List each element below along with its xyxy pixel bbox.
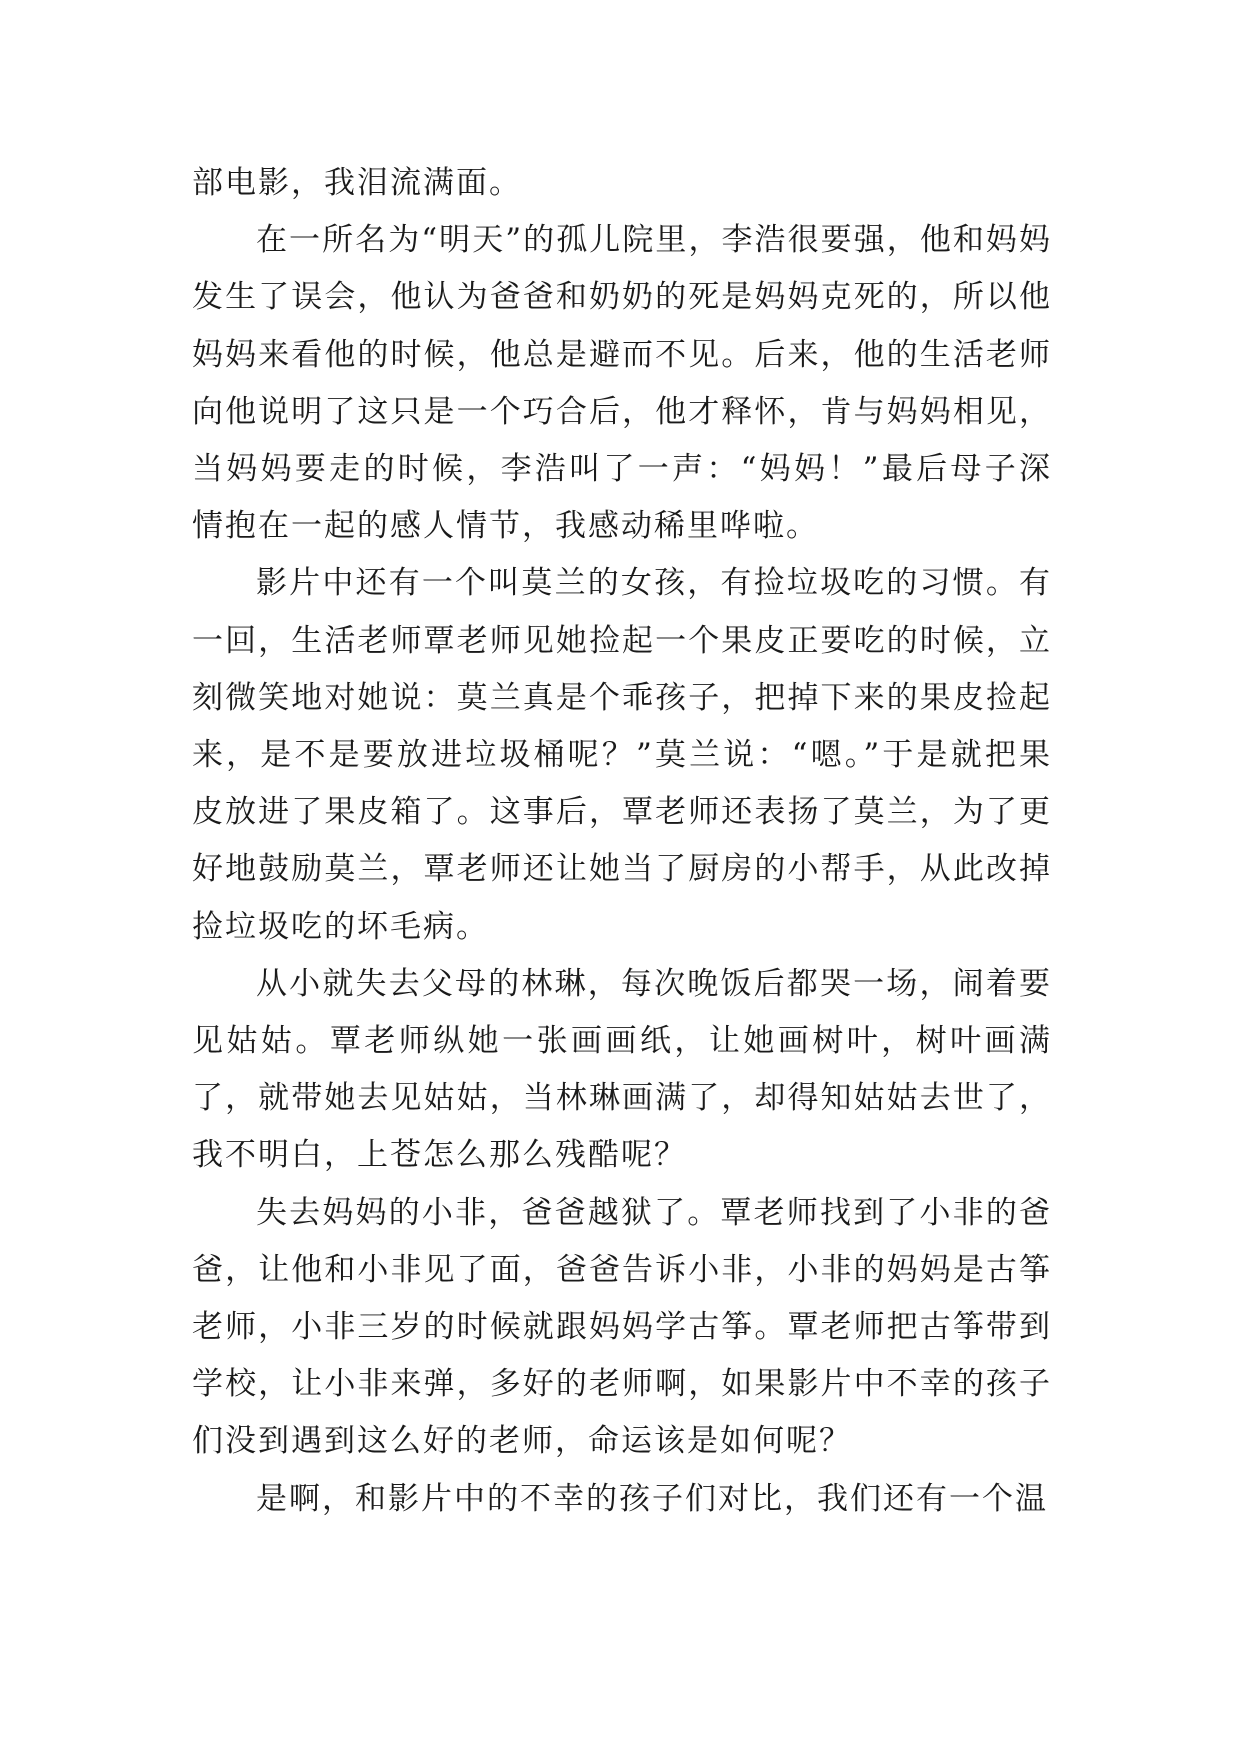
document-body	[192, 155, 1052, 1528]
paragraph-linlin: 从小就失去父母的林琳，每次晚饭后都哭一场，闹着要见姑姑。覃老师纵她一张画画纸，让她画树叶，树叶画满了，就带她去见姑姑，当林琳画满了，却得知姑姑去世了，我不明白，上苍怎么那么残酷呢？	[192, 965, 1052, 1174]
paragraph-continuation: 部电影，我泪流满面。	[192, 165, 522, 201]
paragraph-conclusion: 是啊，和影片中的不幸的孩子们对比，我们还有一个温	[256, 1480, 1048, 1517]
paragraph-molan: 影片中还有一个叫莫兰的女孩，有捡垃圾吃的习惯。有一回，生活老师覃老师见她捡起一个果皮正要吃的时候，立刻微笑地对她说：莫兰真是个乖孩子，把掉下来的果皮捡起来，是不是要放进垃圾桶呢？”莫兰说：“嗯。”于是就把果皮放进了果皮箱了。这事后，覃老师还表扬了莫兰，为了更好地鼓励莫兰，覃老师还让她当了厨房的小帮手，从此改掉捡垃圾吃的坏毛病。	[192, 565, 1052, 945]
paragraph-xiaofei: 失去妈妈的小非，爸爸越狱了。覃老师找到了小非的爸爸，让他和小非见了面，爸爸告诉小非，小非的妈妈是古筝老师，小非三岁的时候就跟妈妈学古筝。覃老师把古筝带到学校，让小非来弹，多好的老师啊，如果影片中不幸的孩子们没到遇到这么好的老师，命运该是如何呢？	[192, 1194, 1052, 1460]
paragraph-lihao: 在一所名为“明天”的孤儿院里，李浩很要强，他和妈妈发生了误会，他认为爸爸和奶奶的死是妈妈克死的，所以他妈妈来看他的时候，他总是避而不见。后来，他的生活老师向他说明了这只是一个巧合后，他才释怀，肯与妈妈相见，当妈妈要走的时候，李浩叫了一声：“妈妈！”最后母子深情抱在一起的感人情节，我感动稀里哗啦。	[192, 222, 1052, 545]
